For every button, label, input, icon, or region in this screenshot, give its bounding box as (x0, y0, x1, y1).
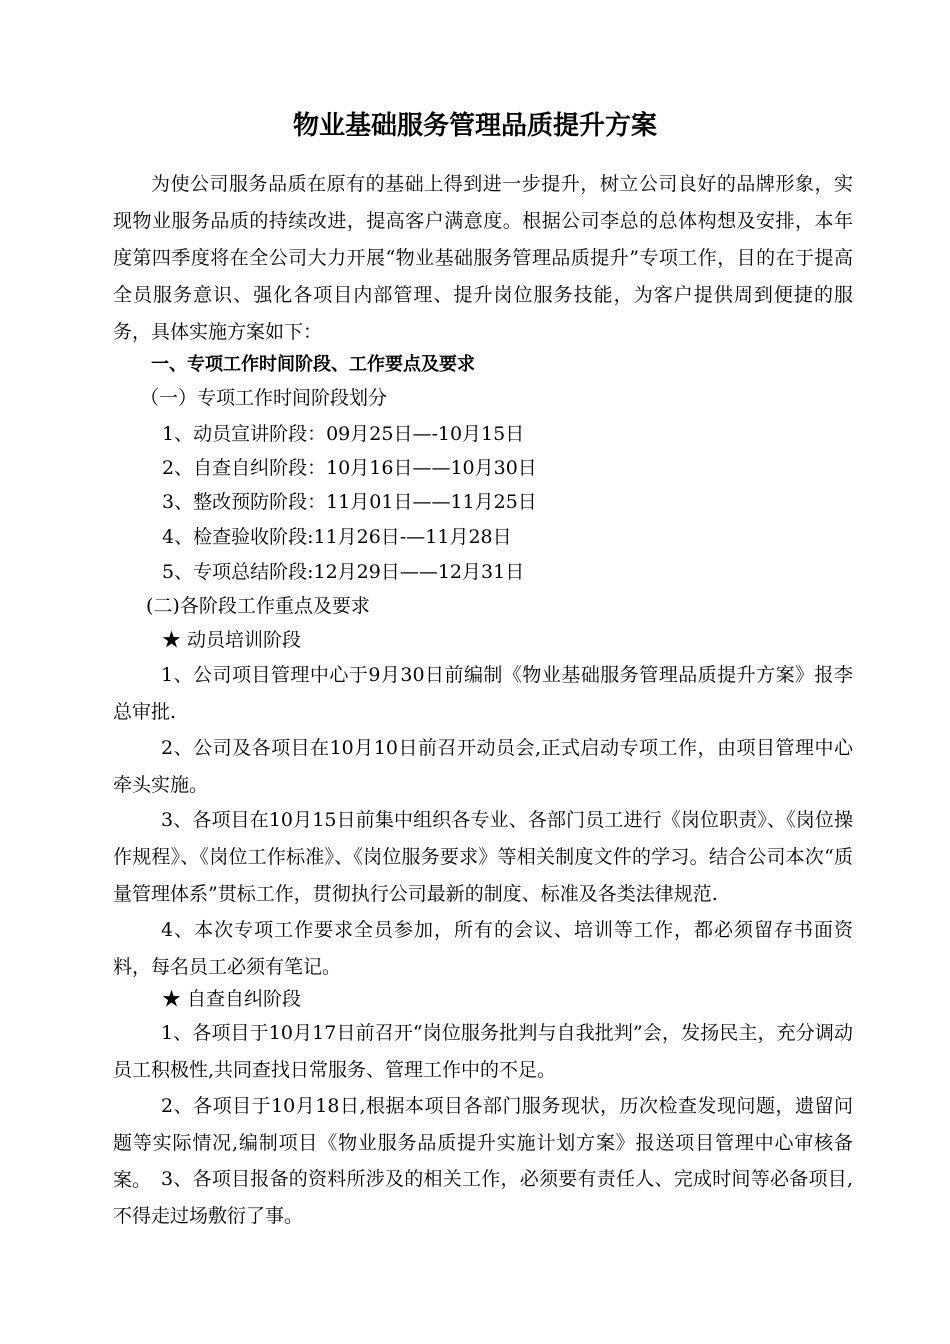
phase1-item: 3、各项目在10月15日前集中组织各专业、各部门员工进行《岗位职责》、《岗位操作规程》、《岗位工作标准》、《岗位服务要求》等相关制度文件的学习。结合公司本次“质量管理体系”贯标工作，贯彻执行公司最新的制度、标准及各类法律规范. (113, 809, 853, 905)
subsection-heading-2: (二)各阶段工作重点及要求 (146, 595, 370, 617)
stage-item: 1、动员宣讲阶段：09月25日—-10月15日 (162, 423, 525, 445)
phase2-item: 1、各项目于10月17日前召开“岗位服务批判与自我批判”会，发扬民主，充分调动员工积极性,共同查找日常服务、管理工作中的不足。 (113, 1022, 853, 1081)
phase1-item: 1、公司项目管理中心于9月30日前编制《物业基础服务管理品质提升方案》报李总审批. (113, 664, 853, 723)
intro-paragraph: 为使公司服务品质在原有的基础上得到进一步提升，树立公司良好的品牌形象，实现物业服务品质的持续改进，提高客户满意度。根据公司李总的总体构想及安排，本年度第四季度将在全公司大力开展“物业基础服务管理品质提升”专项工作，目的在于提高全员服务意识、强化各项目内部管理、提升岗位服务技能，为客户提供周到便捷的服务，具体实施方案如下： (113, 173, 853, 343)
stage-item: 4、检查验收阶段:11月26日-—11月28日 (162, 526, 512, 548)
phase2-item: 3、各项目报备的资料所涉及的相关工作，必须要有责任人、完成时间等必备项目,不得走过场敷衍了事。 (113, 1168, 853, 1227)
phase2-item: 2、各项目于10月18日,根据本项目各部门服务现状，历次检查发现问题，遗留问题等实际情况,编制项目《物业服务品质提升实施计划方案》报送项目管理中心审核备案。 (113, 1095, 853, 1191)
subsection-heading-1: （一）专项工作时间阶段划分 (140, 387, 388, 409)
stage-item: 2、自查自纠阶段：10月16日——10月30日 (162, 457, 537, 479)
stage-item: 5、专项总结阶段:12月29日——12月31日 (162, 561, 525, 583)
section-heading-1: 一、专项工作时间阶段、工作要点及要求 (151, 354, 475, 375)
document-title: 物业基础服务管理品质提升方案 (292, 111, 657, 141)
phase1-item: 4、本次专项工作要求全员参加，所有的会议、培训等工作，都必须留存书面资料，每名员工必须有笔记。 (113, 919, 853, 978)
phase1-item: 2、公司及各项目在10月10日前召开动员会,正式启动专项工作，由项目管理中心牵头实施。 (113, 737, 853, 796)
stage-item: 3、整改预防阶段：11月01日——11月25日 (162, 491, 537, 513)
phase-heading-mobilization: ★ 动员培训阶段 (162, 629, 302, 651)
phase-heading-self-check: ★ 自查自纠阶段 (162, 988, 302, 1010)
